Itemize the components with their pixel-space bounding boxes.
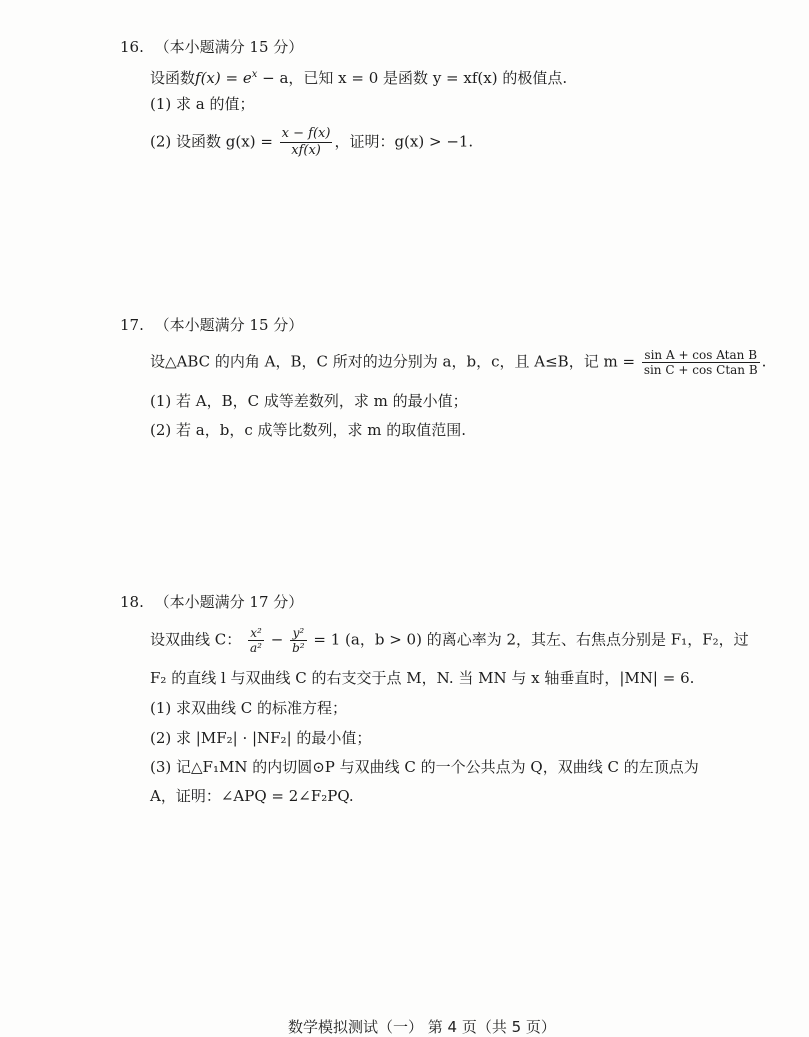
question-16-intro: 设函数$f(x) = e^x - a$，已知 x = 0 是函数 y = xf(x) 的极值点.	[150, 69, 568, 87]
page-footer: 数学模拟测试（一） 第 4 页（共 5 页）	[288, 1018, 556, 1036]
question-18-part-3: (3) 记△F₁MN 的内切圆⊙P 与双曲线 C 的一个公共点为 Q，双曲线 C 的左顶点为	[150, 758, 699, 776]
fraction: $\frac{x - f(x)}{xf(x)}$	[281, 126, 331, 158]
question-points: （本小题满分 15 分）	[154, 316, 304, 334]
fraction: $\frac{\text{x²}}{\text{a²}}$	[250, 626, 262, 655]
question-18-part-2: (2) 求 |MF₂| · |NF₂| 的最小值；	[150, 729, 372, 747]
question-18-intro: 设双曲线 C： $\frac{\text{x²}}{\text{a²}}$ − $\frac{\text{y²}}{\text{b²}}$ = 1 (a，b > 0) 的离心率为 2，其左、右焦点分别是 F₁，F₂，过	[150, 626, 749, 655]
fraction: $\frac{\text{sin A + cos Atan B}}{\text{sin C + cos Ctan B}}$	[643, 348, 758, 377]
question-18-intro-cont: F₂ 的直线 l 与双曲线 C 的右支交于点 M，N. 当 MN 与 x 轴垂直时，|MN| = 6.	[150, 669, 695, 687]
question-17-part-2: (2) 若 a，b，c 成等比数列，求 m 的取值范围.	[150, 421, 467, 439]
question-18-part-1: (1) 求双曲线 C 的标准方程；	[150, 699, 348, 717]
question-17-intro: 设△ABC 的内角 A，B，C 所对的边分别为 a，b，c，且 A≤B，记 m = $\frac{\text{sin A + cos Atan B}}{\text{sin C + cos Ctan B}}$ .	[150, 348, 767, 377]
fraction: $\frac{\text{y²}}{\text{b²}}$	[292, 626, 305, 655]
question-number: 17.	[120, 316, 144, 334]
question-16-part-1: (1) 求 a 的值；	[150, 95, 255, 113]
question-number: 16.	[120, 38, 144, 56]
question-17-header	[120, 314, 303, 336]
question-16-part-2: (2) 设函数 g(x) = $\frac{x - f(x)}{xf(x)}$ ，证明：g(x) > −1.	[150, 126, 474, 158]
question-points: （本小题满分 15 分）	[154, 38, 304, 56]
question-number: 18.	[120, 593, 144, 611]
question-17-part-1: (1) 若 A，B，C 成等差数列，求 m 的最小值；	[150, 392, 468, 410]
question-points: （本小题满分 17 分）	[154, 593, 304, 611]
question-16-header	[120, 36, 303, 58]
question-18-part-3-cont: A，证明：∠APQ = 2∠F₂PQ.	[150, 787, 354, 805]
question-18-header	[120, 591, 303, 613]
